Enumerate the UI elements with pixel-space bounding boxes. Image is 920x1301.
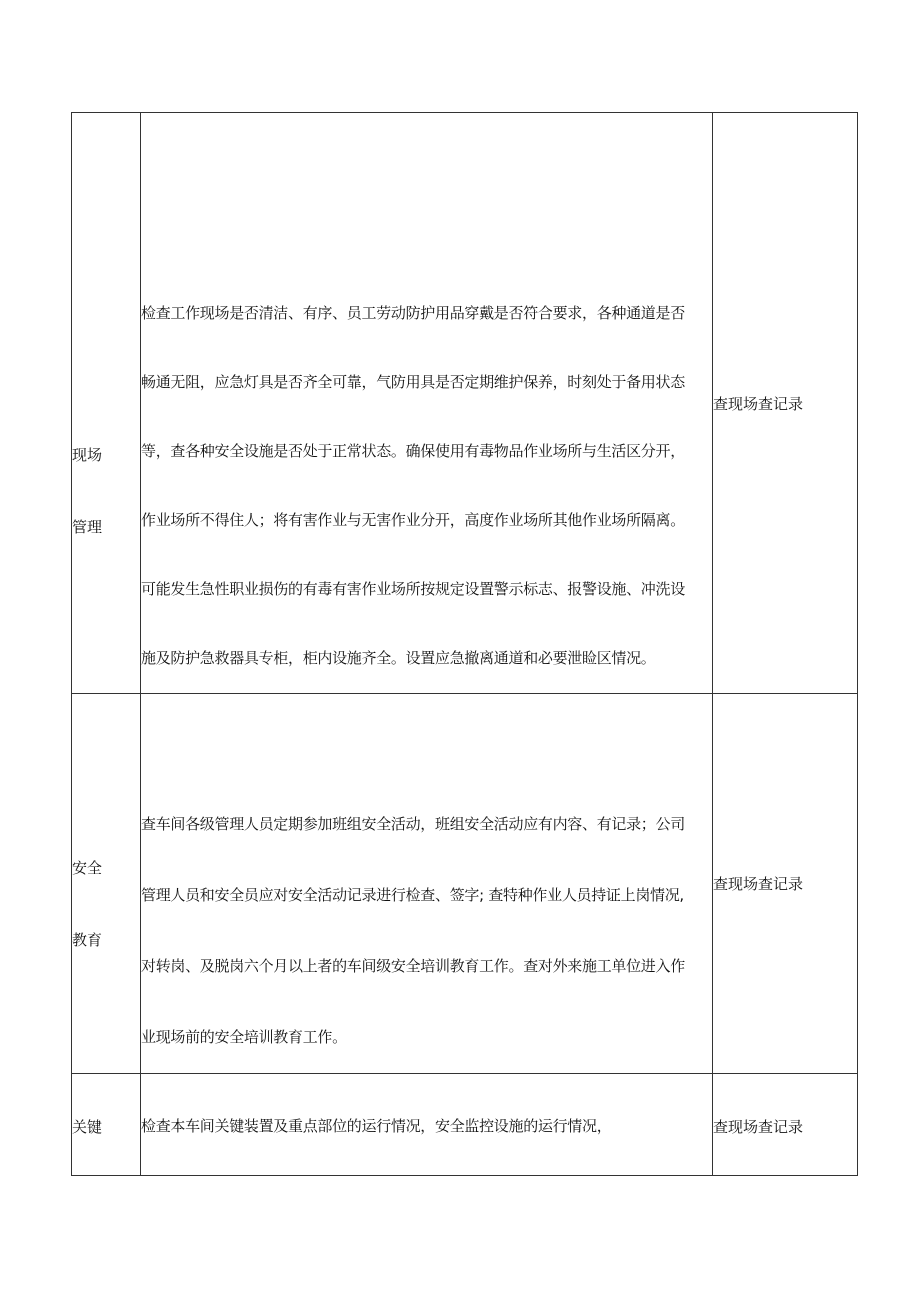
category-text: 管理 [72, 518, 103, 536]
description-line: 检查工作现场是否清洁、有序、员工劳动防护用品穿戴是否符合要求，各种通道是否 [141, 304, 685, 322]
description-cell [141, 113, 713, 694]
category-cell [72, 1074, 141, 1176]
method-cell [713, 113, 858, 694]
description-cell [141, 694, 713, 1074]
method-cell [713, 694, 858, 1074]
method-text: 查现场查记录 [713, 394, 804, 413]
description-line: 施及防护急救器具专柜，柜内设施齐全。设置应急撤离通道和必要泄睑区情况。 [141, 649, 656, 667]
method-text: 查现场查记录 [713, 875, 804, 893]
description-line: 对转岗、及脱岗六个月以上者的车间级安全培训教育工作。查对外来施工单位进入作 [141, 957, 685, 975]
description-line: 业现场前的安全培训教育工作。 [141, 1028, 347, 1046]
description-line: 畅通无阻，应急灯具是否齐全可靠，气防用具是否定期维护保养，时刻处于备用状态 [141, 373, 685, 391]
description-line: 检查本车间关键装置及重点部位的运行情况，安全监控设施的运行情况， [141, 1117, 612, 1135]
description-line: 查车间各级管理人员定期参加班组安全活动，班组安全活动应有内容、有记录；公司 [141, 815, 685, 833]
method-cell [713, 1074, 858, 1176]
description-line: 作业场所不得住人；将有害作业与无害作业分开，高度作业场所其他作业场所隔离。 [141, 511, 685, 529]
category-text: 关键 [72, 1118, 103, 1136]
category-text: 教育 [72, 930, 103, 949]
inspection-table [71, 112, 858, 1176]
description-line: 可能发生急性职业损伤的有毒有害作业场所按规定设置警示标志、报警设施、冲洗设 [141, 580, 685, 598]
table-row [72, 1074, 858, 1176]
description-line: 等，查各种安全设施是否处于正常状态。确保使用有毒物品作业场所与生活区分开， [141, 442, 685, 460]
method-text: 查现场查记录 [713, 1118, 804, 1136]
category-cell [72, 113, 141, 694]
description-line: 管理人员和安全员应对安全活动记录进行检查、签字; 查特种作业人员持证上岗情况, [141, 886, 684, 904]
category-text: 现场 [72, 446, 103, 464]
description-cell [141, 1074, 713, 1176]
table-row [72, 113, 858, 694]
table-row [72, 694, 858, 1074]
category-cell [72, 694, 141, 1074]
category-text: 安全 [72, 858, 103, 877]
